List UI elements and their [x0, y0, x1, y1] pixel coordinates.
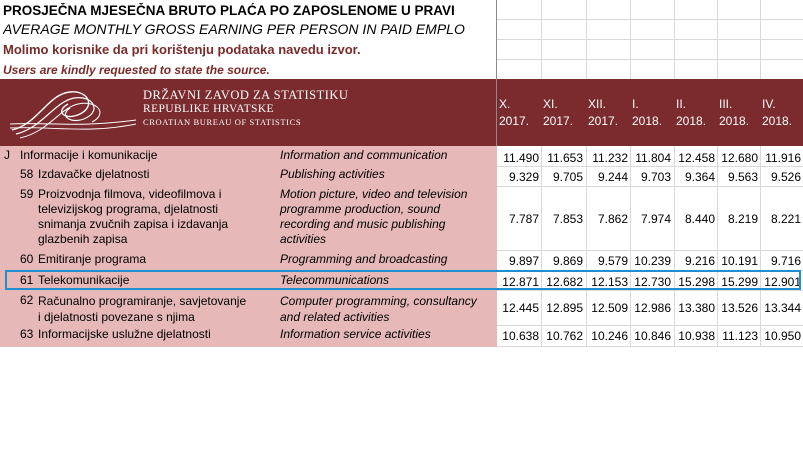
cell-value[interactable]: 12.730: [634, 275, 671, 289]
cell-value[interactable]: 9.216: [684, 254, 715, 268]
row-label-en: Programming and broadcasting: [280, 252, 448, 266]
cell-value[interactable]: 10.246: [591, 329, 628, 343]
dzs-logo-icon: [8, 84, 138, 142]
row-code: 61: [20, 273, 34, 287]
sheet-title-en[interactable]: AVERAGE MONTHLY GROSS EARNING PER PERSON IN PAID EMPLO: [3, 21, 465, 37]
row-code: 58: [20, 167, 34, 181]
cell-value[interactable]: 7.862: [597, 212, 628, 226]
cell-value[interactable]: 9.364: [684, 170, 715, 184]
column-header[interactable]: XI. 2017.: [543, 97, 574, 128]
cell-value[interactable]: 12.901: [764, 275, 801, 289]
sheet-title-hr[interactable]: PROSJEČNA MJESEČNA BRUTO PLAĆA PO ZAPOSLENOME U PRAVI: [3, 3, 455, 18]
cell-value[interactable]: 10.239: [634, 254, 671, 268]
org-name-line2: REPUBLIKE HRVATSKE: [143, 103, 274, 115]
grid-line: [497, 325, 803, 326]
row-label-hr: Informacijske uslužne djelatnosti: [38, 327, 211, 341]
grid-line: [497, 290, 803, 291]
cell-value[interactable]: 12.153: [591, 275, 628, 289]
cell-value[interactable]: 15.298: [678, 275, 715, 289]
row-label-hr: Računalno programiranje, savjetovanje i djelatnosti povezane s njima: [38, 294, 247, 324]
row-label-en: Computer programming, consultancy and related activities: [280, 294, 477, 324]
cell-value[interactable]: 9.716: [770, 254, 801, 268]
cell-value[interactable]: 12.895: [546, 301, 583, 315]
cell-value[interactable]: 10.762: [546, 329, 583, 343]
cell-value[interactable]: 8.440: [684, 212, 715, 226]
column-header[interactable]: IV. 2018.: [762, 97, 793, 128]
cell-value[interactable]: 11.490: [503, 151, 539, 165]
cell-value[interactable]: 9.244: [597, 170, 628, 184]
cell-value[interactable]: 9.897: [508, 254, 539, 268]
org-name-line3: CROATIAN BUREAU OF STATISTICS: [143, 117, 302, 127]
cell-value[interactable]: 9.563: [727, 170, 758, 184]
cell-value[interactable]: 13.344: [764, 301, 801, 315]
cell-value[interactable]: 8.221: [770, 212, 801, 226]
grid-line: [497, 186, 803, 187]
cell-value[interactable]: 7.787: [508, 212, 539, 226]
row-code: 60: [20, 252, 34, 266]
cell-value[interactable]: 13.526: [721, 301, 758, 315]
cell-value[interactable]: 10.938: [678, 329, 715, 343]
cell-value[interactable]: 10.846: [634, 329, 671, 343]
row-label-en: Information and communication: [280, 148, 448, 162]
cell-value[interactable]: 12.458: [678, 151, 715, 165]
cell-value[interactable]: 10.950: [764, 329, 801, 343]
row-code: 62: [20, 293, 34, 307]
cell-value[interactable]: 11.123: [722, 329, 758, 343]
cell-value[interactable]: 11.653: [547, 151, 583, 165]
grid-line: [497, 166, 803, 167]
grid-line: [497, 250, 803, 251]
row-label-hr: Telekomunikacije: [38, 273, 130, 287]
row-label-en: Information service activities: [280, 327, 431, 341]
grid-line: [586, 0, 587, 347]
cell-value[interactable]: 7.974: [640, 212, 671, 226]
cell-value[interactable]: 9.703: [640, 170, 671, 184]
cell-value[interactable]: 11.804: [635, 151, 671, 165]
row-label-hr: Emitiranje programa: [38, 252, 147, 266]
source-note-en[interactable]: Users are kindly requested to state the source.: [3, 63, 270, 77]
cell-value[interactable]: 9.579: [597, 254, 628, 268]
cell-value[interactable]: 8.219: [727, 212, 758, 226]
grid-line: [497, 39, 803, 40]
cell-value[interactable]: 12.680: [721, 151, 758, 165]
cell-value[interactable]: 12.445: [502, 301, 539, 315]
row-label-hr: Proizvodnja filmova, videofilmova i televizijskog programa, djelatnosti snimanja zvučnih zapisa i izdavanja glazbenih zapisa: [38, 187, 229, 246]
row-code: J: [4, 148, 10, 162]
row-label-hr: Informacije i komunikacije: [20, 148, 158, 162]
cell-value[interactable]: 15.299: [721, 275, 758, 289]
source-note-hr[interactable]: Molimo korisnike da pri korištenju podataka navedu izvor.: [3, 42, 361, 57]
row-code: 59: [20, 187, 34, 201]
cell-value[interactable]: 9.329: [508, 170, 539, 184]
column-header[interactable]: II. 2018.: [676, 97, 707, 128]
grid-line: [497, 346, 803, 347]
cell-value[interactable]: 13.380: [678, 301, 715, 315]
cell-value[interactable]: 11.232: [592, 151, 628, 165]
column-header[interactable]: X. 2017.: [499, 97, 530, 128]
column-header[interactable]: XII. 2017.: [588, 97, 619, 128]
cell-value[interactable]: 12.682: [546, 275, 583, 289]
row-label-hr: Izdavačke djelatnosti: [38, 167, 150, 181]
cell-value[interactable]: 7.853: [552, 212, 583, 226]
cell-value[interactable]: 11.916: [765, 151, 801, 165]
selected-row-highlight: [5, 270, 801, 290]
cell-value[interactable]: 12.986: [634, 301, 671, 315]
row-label-en: Telecommunications: [280, 273, 389, 287]
grid-line: [541, 0, 542, 347]
column-header[interactable]: I. 2018.: [632, 97, 663, 128]
cell-value[interactable]: 9.869: [552, 254, 583, 268]
cell-value[interactable]: 10.191: [721, 254, 758, 268]
cell-value[interactable]: 10.638: [502, 329, 539, 343]
cell-value[interactable]: 9.526: [770, 170, 801, 184]
dzs-banner: [0, 79, 497, 146]
column-header[interactable]: III. 2018.: [719, 97, 750, 128]
cell-value[interactable]: 9.705: [552, 170, 583, 184]
row-code: 63: [20, 327, 34, 341]
grid-line: [497, 19, 803, 20]
row-label-en: Publishing activities: [280, 167, 385, 181]
grid-line: [497, 59, 803, 60]
org-name-line1: DRŽAVNI ZAVOD ZA STATISTIKU: [143, 88, 349, 102]
cell-value[interactable]: 12.509: [591, 301, 628, 315]
cell-value[interactable]: 12.871: [502, 275, 539, 289]
row-label-en: Motion picture, video and television programme production, sound recording and music publishing activities: [280, 187, 468, 246]
